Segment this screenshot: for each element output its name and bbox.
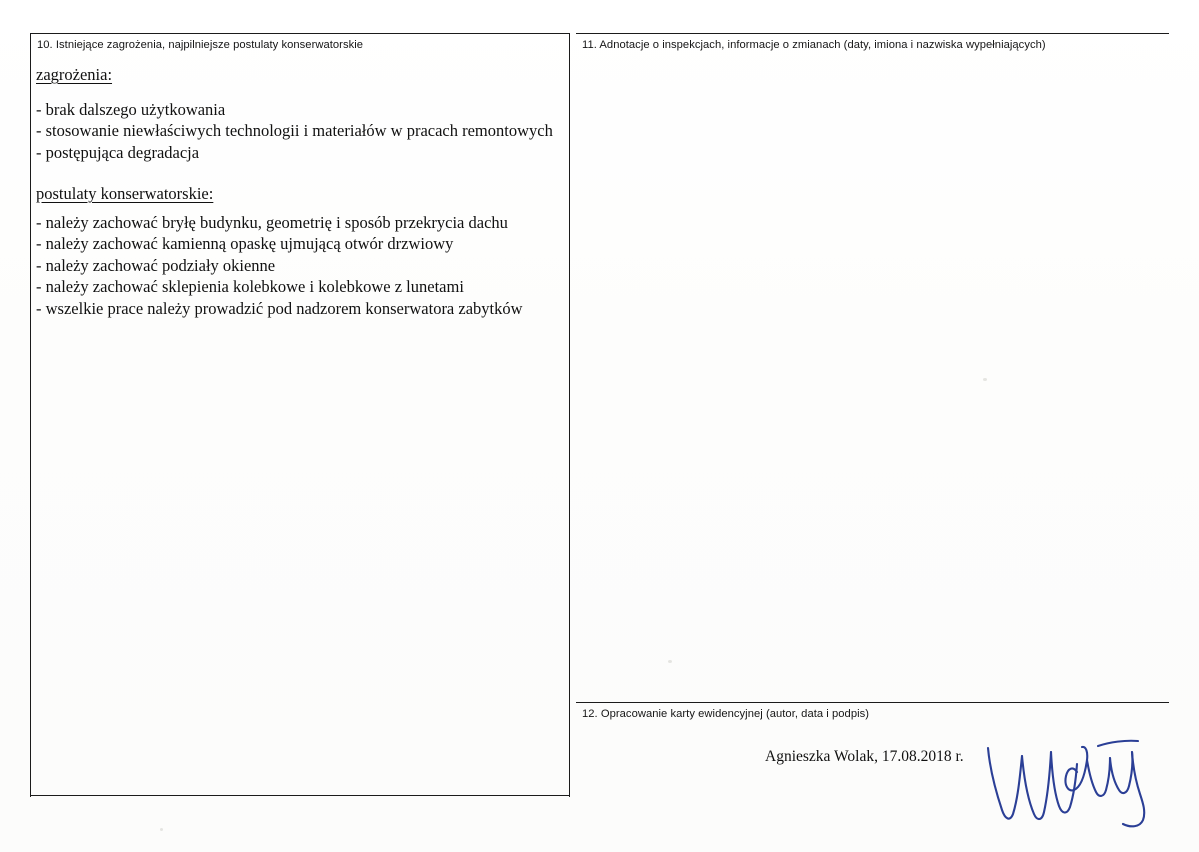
list-item: - należy zachować podziały okienne bbox=[36, 255, 276, 275]
threats-list bbox=[36, 99, 556, 164]
author-date-line: Agnieszka Wolak, 17.08.2018 r. bbox=[765, 748, 964, 765]
section-10-body bbox=[36, 64, 556, 319]
scan-speck bbox=[160, 828, 163, 831]
threats-group bbox=[36, 64, 556, 163]
section-11-caption: 11. Adnotacje o inspekcjach, informacje o zmianach (daty, imiona i nazwiska wypełniających) bbox=[582, 39, 1046, 51]
scan-speck bbox=[668, 660, 672, 663]
postulates-group bbox=[36, 183, 556, 319]
postulates-list bbox=[36, 212, 556, 320]
list-item: - należy zachować kamienną opaskę ujmującą otwór drzwiowy bbox=[36, 234, 454, 253]
divider-section-12 bbox=[576, 702, 1169, 703]
section-12-caption: 12. Opracowanie karty ewidencyjnej (autor, data i podpis) bbox=[582, 708, 870, 720]
divider-top-left bbox=[30, 33, 570, 34]
scan-speck bbox=[983, 378, 987, 381]
divider-bottom-left bbox=[30, 795, 570, 796]
list-item: - należy zachować sklepienia kolebkowe i kolebkowe z lunetami bbox=[36, 277, 464, 296]
list-item: - wszelkie prace należy prowadzić pod nadzorem konserwatora zabytków bbox=[36, 298, 523, 318]
spacer bbox=[36, 163, 556, 183]
list-item: - należy zachować bryłę budynku, geometrię i sposób przekrycia dachu bbox=[36, 212, 508, 232]
divider-column-middle bbox=[569, 33, 570, 797]
list-item: - postępująca degradacja bbox=[36, 142, 200, 162]
divider-left-edge bbox=[30, 33, 31, 797]
threats-heading: zagrożenia: bbox=[36, 65, 113, 84]
list-item: - stosowanie niewłaściwych technologii i materiałów w pracach remontowych bbox=[36, 121, 553, 140]
postulates-heading: postulaty konserwatorskie: bbox=[36, 184, 214, 203]
section-10-caption: 10. Istniejące zagrożenia, najpilniejsze postulaty konserwatorskie bbox=[37, 39, 364, 51]
divider-top-right bbox=[576, 33, 1169, 34]
list-item: - brak dalszego użytkowania bbox=[36, 99, 226, 119]
